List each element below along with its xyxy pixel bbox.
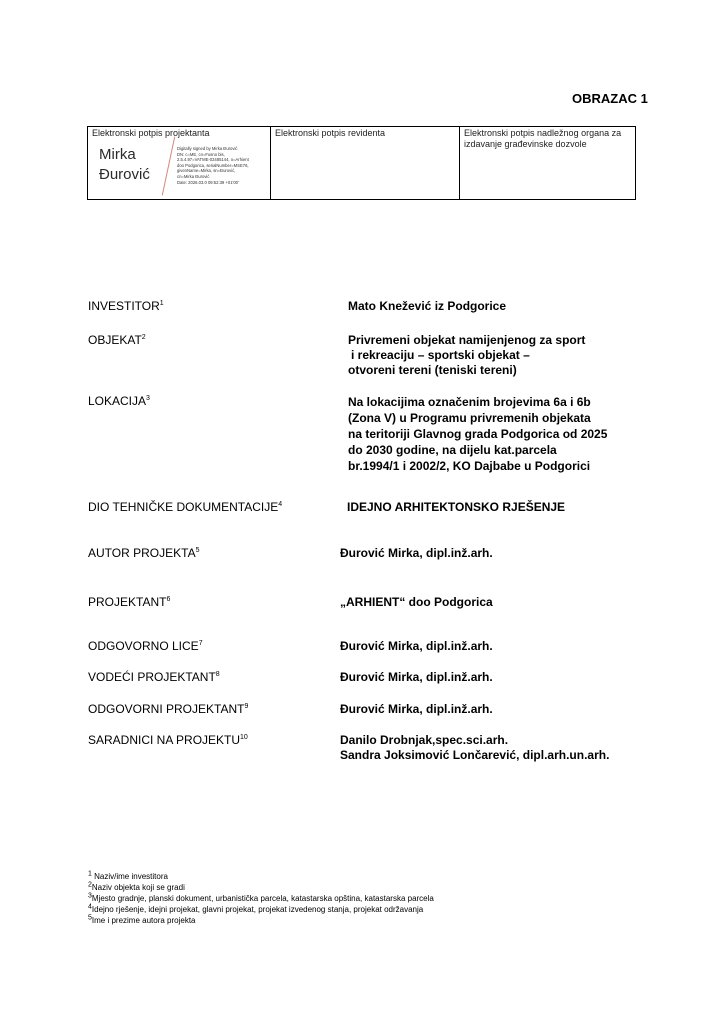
designer-signature-label: Elektronski potpis projektanta <box>92 128 210 138</box>
signer-name <box>99 145 150 185</box>
footnote-item: $^4$Idejno rješenje, idejni projekat, glavni projekat, projekat izvedenog stanja, projekat održavanja <box>88 903 424 914</box>
footnote-ref: 7 <box>198 640 203 647</box>
footnote-ref: 9 <box>244 703 249 710</box>
signature-detail-line: doo Podgorica, serialNumber=MSE76, <box>177 162 249 168</box>
footnote-item: $^1$ Naziv/ime investitora <box>88 870 168 881</box>
location-value: Na lokacijima označenim brojevima 6a i 6b (Zona V) u Programu privremenih objekata na teritoriji Glavnog grada Podgorica od 2025 do 2030 godine, na dijelu kat.parcela br.1994/1 i 2002/2, KO Dajbabe u Podgorici <box>348 395 608 473</box>
footnote-ref: 10 <box>240 734 248 741</box>
authority-signature-cell <box>460 127 636 200</box>
footnote-ref: 3 <box>146 395 150 402</box>
project-author-label: AUTOR PROJEKTA$^5$ <box>88 546 200 560</box>
object-value: Privremeni objekat namijenjenog za sport i rekreaciju – sportski objekat – otvoreni tereni (teniski tereni) <box>348 333 586 377</box>
footnote-ref: 8 <box>215 671 220 678</box>
reviser-signature-cell <box>271 127 460 200</box>
documentation-part-label: DIO TEHNIČKE DOKUMENTACIJE$^4$ <box>88 500 283 514</box>
investor-label: INVESTITOR$^1$ <box>88 299 164 313</box>
footnote-ref: 2 <box>141 334 146 341</box>
signature-detail-line: 2.5.4.97=VATME-02485144, o=Arhient <box>177 157 249 163</box>
object-label: OBJEKAT$^2$ <box>88 333 146 347</box>
footnotes <box>88 871 434 926</box>
signature-detail-line: cn=Mirka Đurović <box>177 173 210 179</box>
footnote-item: $^2$Naziv objekta koji se gradi <box>88 881 185 892</box>
authority-signature-label: Elektronski potpis nadležnog organa za izdavanje građevinske dozvole <box>464 128 622 149</box>
signature-detail-line: givenName=Mirka, sn=Đurović, <box>177 168 236 174</box>
responsible-designer-value: Đurović Mirka, dipl.inž.arh. <box>340 702 493 716</box>
signer-last-name: Đurović <box>99 166 150 183</box>
designer-label: PROJEKTANT$^6$ <box>88 595 171 609</box>
footnote-item: $^3$Mjesto gradnje, planski dokument, urbanistička parcela, katastarska opština, katastarska parcela <box>88 892 434 903</box>
collaborators-value: Danilo Drobnjak,spec.sci.arh. Sandra Joksimović Lončarević, dipl.arh.un.arh. <box>340 733 610 762</box>
responsible-designer-label: ODGOVORNI PROJEKTANT$^9$ <box>88 702 249 716</box>
digital-signature-details <box>177 146 269 185</box>
project-author-value: Đurović Mirka, dipl.inž.arh. <box>340 546 493 560</box>
footnote-ref: 6 <box>166 596 171 603</box>
lead-designer-label: VODEĆI PROJEKTANT$^8$ <box>88 670 220 684</box>
documentation-part-value: IDEJNO ARHITEKTONSKO RJEŠENJE <box>347 500 566 514</box>
location-label: LOKACIJA$^3$ <box>88 394 150 408</box>
responsible-person-value: Đurović Mirka, dipl.inž.arh. <box>340 639 493 653</box>
signature-detail-line: Date: 2026.03.0 09:52:39 +01'00' <box>177 179 239 185</box>
signature-detail-line: DN: c=ME, cn=Fusno bis, <box>177 151 225 157</box>
lead-designer-value: Đurović Mirka, dipl.inž.arh. <box>340 670 493 684</box>
footnote-item: $^5$Ime i prezime autora projekta <box>88 914 196 925</box>
collaborators-label: SARADNICI NA PROJEKTU$^{10}$ <box>88 733 248 747</box>
form-title: OBRAZAC 1 <box>572 91 648 106</box>
footnote-ref: 1 <box>159 300 164 307</box>
investor-value: Mato Knežević iz Podgorice <box>348 299 507 313</box>
signer-first-name: Mirka <box>99 146 136 163</box>
signature-detail-line: Digitally signed by Mirka Đurović <box>177 146 238 151</box>
reviser-signature-label: Elektronski potpis revidenta <box>275 128 386 138</box>
responsible-person-label: ODGOVORNO LICE$^7$ <box>88 639 203 653</box>
designer-value: „ARHIENT“ doo Podgorica <box>340 595 493 609</box>
footnote-ref: 4 <box>278 501 283 508</box>
footnote-ref: 5 <box>195 547 200 554</box>
